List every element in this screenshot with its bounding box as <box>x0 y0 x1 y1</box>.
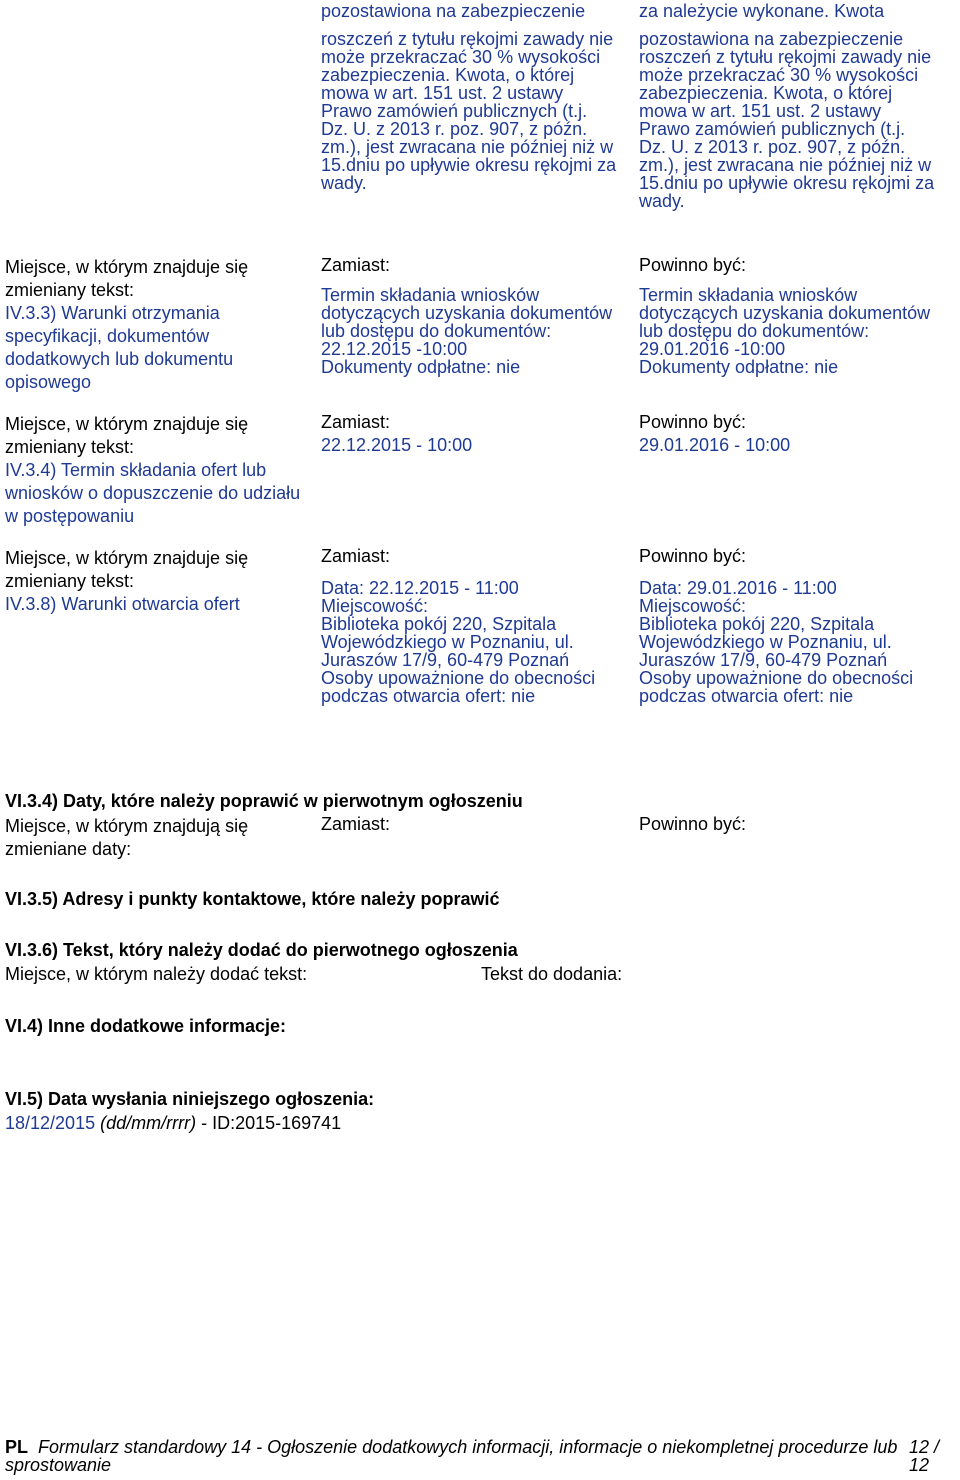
text-line: 22.12.2015 -10:00 <box>321 339 468 359</box>
text-line: Miejsce, w którym znajdują się <box>5 816 249 836</box>
text-line: roszczeń z tytułu rękojmi zawady nie <box>639 47 932 67</box>
section-ref-iv33: IV.3.3) Warunki otrzymania <box>5 303 220 323</box>
text-line: Dokumenty odpłatne: nie <box>639 357 839 377</box>
heading-vi36: VI.3.6) Tekst, który należy dodać do pierwotnego ogłoszenia <box>5 940 518 960</box>
text-line: Data: 22.12.2015 - 11:00 <box>321 578 519 598</box>
should-be-text-iv34 <box>639 436 957 454</box>
text-line: 22.12.2015 - 10:00 <box>321 435 473 455</box>
text-line: Dz. U. z 2013 r. poz. 907, z późn. <box>639 137 906 157</box>
text-line: Miejsce, w którym znajduje się <box>5 414 249 434</box>
should-be-text-iv33 <box>639 286 957 376</box>
sent-date: 18/12/2015 <box>5 1113 96 1133</box>
text-line: lub dostępu do dokumentów: <box>321 321 552 341</box>
text-line: Wojewódzkiego w Poznaniu, ul. <box>639 632 892 652</box>
text-line: za należycie wykonane. Kwota <box>639 1 885 21</box>
heading-vi5: VI.5) Data wysłania niniejszego ogłoszenia: <box>5 1089 375 1109</box>
should-be-label: Powinno być: <box>639 255 747 275</box>
text-line: zabezpieczenia. Kwota, o której <box>639 83 893 103</box>
should-be-label: Powinno być: <box>639 546 747 566</box>
text-line: zmieniany tekst: <box>5 571 135 591</box>
change-place-iv38 <box>5 547 317 616</box>
text-line: Prawo zamówień publicznych (t.j. <box>639 119 906 139</box>
vi5-date-line <box>5 1114 341 1132</box>
instead-label: Zamiast: <box>321 412 391 432</box>
text-line: Data: 29.01.2016 - 11:00 <box>639 578 837 598</box>
instead-label: Zamiast: <box>321 255 391 275</box>
footer-title: Formularz standardowy 14 - Ogłoszenie dodatkowych informacji, informacje o niekompletnej procedurze lub <box>38 1437 898 1457</box>
text-line: Termin składania wniosków <box>321 285 540 305</box>
heading-vi34: VI.3.4) Daty, które należy poprawić w pierwotnym ogłoszeniu <box>5 791 523 811</box>
footer-line <box>5 1438 957 1456</box>
text-line: Biblioteka pokój 220, Szpitala <box>321 614 557 634</box>
previous-should-be-text <box>639 2 957 210</box>
vi36-place-label: Miejsce, w którym należy dodać tekst: <box>5 964 308 984</box>
page-footer <box>5 1438 957 1474</box>
vi36-text-label: Tekst do dodania: <box>481 964 623 984</box>
text-line: mowa w art. 151 ust. 2 ustawy <box>321 83 564 103</box>
text-line: Termin składania wniosków <box>639 285 858 305</box>
previous-instead-text <box>321 2 635 192</box>
should-be-label: Powinno być: <box>639 412 747 432</box>
text-line: 15.dniu po upływie okresu rękojmi za <box>639 173 935 193</box>
text-line: zm.), jest zwracana nie później niż w <box>321 137 614 157</box>
text-line: specyfikacji, dokumentów <box>5 326 210 346</box>
text-line: 29.01.2016 -10:00 <box>639 339 786 359</box>
text-line: Miejsce, w którym znajduje się <box>5 257 249 277</box>
text-line: podczas otwarcia ofert: nie <box>321 686 536 706</box>
text-line: Osoby upoważnione do obecności <box>639 668 914 688</box>
heading-vi4: VI.4) Inne dodatkowe informacje: <box>5 1016 287 1036</box>
footer-lang: PL <box>5 1437 29 1457</box>
change-place-iv33 <box>5 256 317 394</box>
vi34-place <box>5 815 317 861</box>
instead-text-iv38 <box>321 579 635 705</box>
instead-text-iv33 <box>321 286 635 376</box>
text-line: opisowego <box>5 372 92 392</box>
text-line: Osoby upoważnione do obecności <box>321 668 596 688</box>
notice-id: - ID:2015-169741 <box>196 1113 342 1133</box>
text-line: Dz. U. z 2013 r. poz. 907, z późn. <box>321 119 588 139</box>
vi34-should-be-label: Powinno być: <box>639 814 747 834</box>
page-number: 12 / 12 <box>909 1437 940 1475</box>
text-line: zmieniane daty: <box>5 839 132 859</box>
text-line: wady. <box>321 173 367 193</box>
text-line: może przekraczać 30 % wysokości <box>321 47 601 67</box>
instead-label: Zamiast: <box>321 546 391 566</box>
text-line: dodatkowych lub dokumentu <box>5 349 234 369</box>
text-line: pozostawiona na zabezpieczenie <box>639 29 904 49</box>
text-line: pozostawiona na zabezpieczenie <box>321 1 586 21</box>
text-line: Miejscowość: <box>639 596 747 616</box>
text-line: lub dostępu do dokumentów: <box>639 321 870 341</box>
date-format: (dd/mm/rrrr) <box>100 1113 197 1133</box>
text-line: Miejsce, w którym znajduje się <box>5 548 249 568</box>
text-line: może przekraczać 30 % wysokości <box>639 65 919 85</box>
section-ref-iv34: IV.3.4) Termin składania ofert lub <box>5 460 267 480</box>
text-line: Miejscowość: <box>321 596 429 616</box>
text-line: zmieniany tekst: <box>5 280 135 300</box>
text-line: zabezpieczenia. Kwota, o której <box>321 65 575 85</box>
text-line: 15.dniu po upływie okresu rękojmi za <box>321 155 617 175</box>
text-line: zmieniany tekst: <box>5 437 135 457</box>
instead-text-iv34 <box>321 436 635 454</box>
text-line: podczas otwarcia ofert: nie <box>639 686 854 706</box>
text-line: wniosków o dopuszczenie do udziału <box>5 483 301 503</box>
text-line: 29.01.2016 - 10:00 <box>639 435 791 455</box>
should-be-text-iv38 <box>639 579 957 705</box>
text-line: Prawo zamówień publicznych (t.j. <box>321 101 588 121</box>
text-line: wady. <box>639 191 685 211</box>
heading-vi35: VI.3.5) Adresy i punkty kontaktowe, które należy poprawić <box>5 889 500 909</box>
text-line: dotyczących uzyskania dokumentów <box>321 303 613 323</box>
text-line: Juraszów 17/9, 60-479 Poznań <box>639 650 888 670</box>
text-line: Biblioteka pokój 220, Szpitala <box>639 614 875 634</box>
text-line: Juraszów 17/9, 60-479 Poznań <box>321 650 570 670</box>
text-line: Dokumenty odpłatne: nie <box>321 357 521 377</box>
text-line: w postępowaniu <box>5 506 135 526</box>
text-line: mowa w art. 151 ust. 2 ustawy <box>639 101 882 121</box>
section-ref-iv38: IV.3.8) Warunki otwarcia ofert <box>5 594 240 614</box>
vi34-instead-label: Zamiast: <box>321 814 391 834</box>
text-line: roszczeń z tytułu rękojmi zawady nie <box>321 29 614 49</box>
change-place-iv34 <box>5 413 317 528</box>
footer-title-cont: sprostowanie <box>5 1455 112 1475</box>
text-line: Wojewódzkiego w Poznaniu, ul. <box>321 632 574 652</box>
text-line: dotyczących uzyskania dokumentów <box>639 303 931 323</box>
text-line: zm.), jest zwracana nie później niż w <box>639 155 932 175</box>
